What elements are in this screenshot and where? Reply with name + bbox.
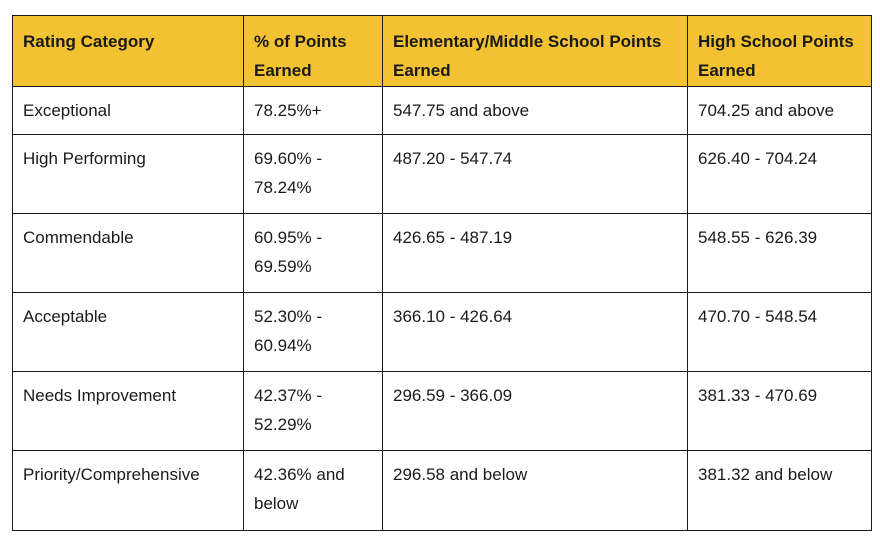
cell-percent-points: 42.37% - 52.29%	[244, 372, 383, 451]
cell-elementary-middle-points: 296.59 - 366.09	[383, 372, 688, 451]
cell-elementary-middle-points: 547.75 and above	[383, 87, 688, 135]
cell-rating-category: Acceptable	[13, 293, 244, 372]
table-row	[13, 293, 872, 372]
header-row	[13, 16, 872, 87]
cell-rating-category: High Performing	[13, 135, 244, 214]
table-row	[13, 87, 872, 135]
cell-high-school-points: 381.32 and below	[688, 451, 872, 531]
cell-high-school-points: 704.25 and above	[688, 87, 872, 135]
cell-rating-category: Priority/Comprehensive	[13, 451, 244, 531]
header-high-school-points: High School Points Earned	[688, 16, 872, 87]
cell-elementary-middle-points: 426.65 - 487.19	[383, 214, 688, 293]
cell-percent-points: 78.25%+	[244, 87, 383, 135]
cell-percent-points: 60.95% - 69.59%	[244, 214, 383, 293]
cell-rating-category: Needs Improvement	[13, 372, 244, 451]
cell-high-school-points: 470.70 - 548.54	[688, 293, 872, 372]
table-row	[13, 372, 872, 451]
cell-rating-category: Exceptional	[13, 87, 244, 135]
cell-high-school-points: 381.33 - 470.69	[688, 372, 872, 451]
header-elementary-middle-points: Elementary/Middle School Points Earned	[383, 16, 688, 87]
cell-elementary-middle-points: 366.10 - 426.64	[383, 293, 688, 372]
cell-percent-points: 42.36% and below	[244, 451, 383, 531]
cell-high-school-points: 626.40 - 704.24	[688, 135, 872, 214]
rating-table	[12, 15, 872, 531]
cell-high-school-points: 548.55 - 626.39	[688, 214, 872, 293]
cell-elementary-middle-points: 487.20 - 547.74	[383, 135, 688, 214]
cell-rating-category: Commendable	[13, 214, 244, 293]
cell-percent-points: 52.30% - 60.94%	[244, 293, 383, 372]
table-row	[13, 135, 872, 214]
header-percent-points: % of Points Earned	[244, 16, 383, 87]
table-row	[13, 451, 872, 531]
header-rating-category: Rating Category	[13, 16, 244, 87]
table-row	[13, 214, 872, 293]
cell-percent-points: 69.60% - 78.24%	[244, 135, 383, 214]
cell-elementary-middle-points: 296.58 and below	[383, 451, 688, 531]
